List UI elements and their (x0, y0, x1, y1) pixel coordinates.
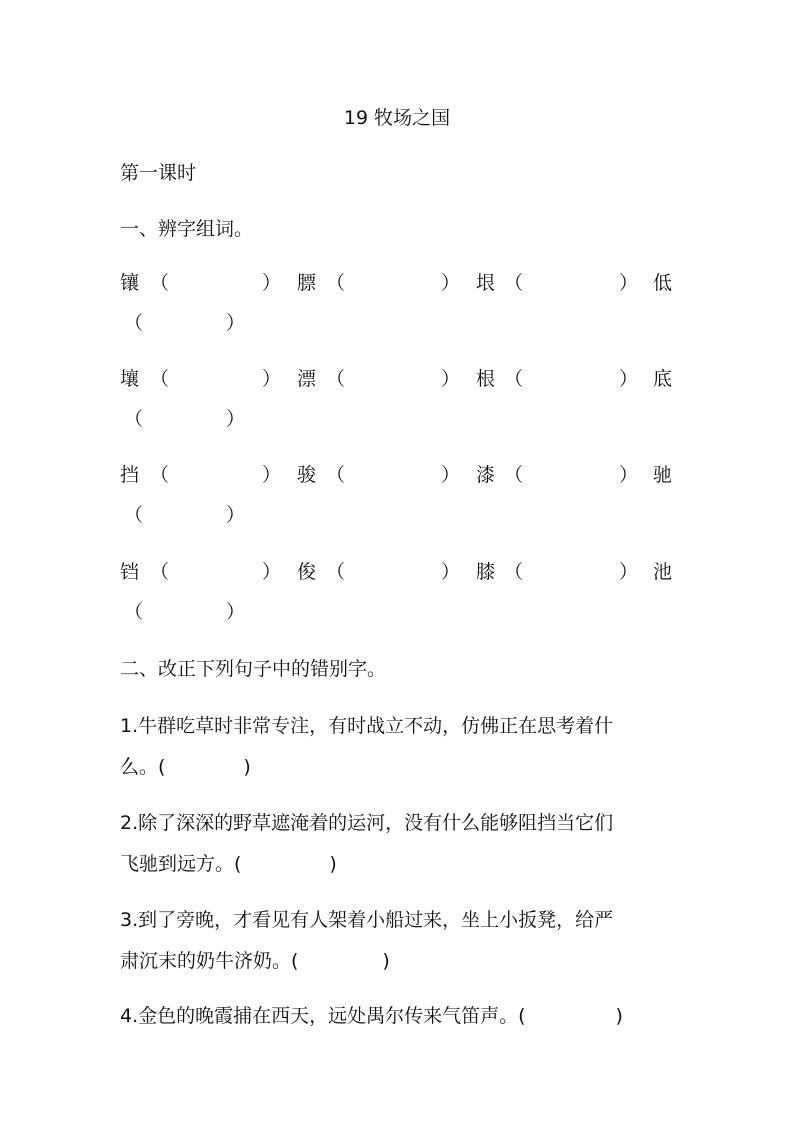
open-paren: （ (504, 368, 524, 390)
sentence-3-line2 (120, 946, 675, 976)
close-paren: ) (615, 1005, 623, 1027)
answer-blank[interactable] (170, 460, 258, 490)
sentence-1-line2 (120, 752, 675, 782)
answer-blank[interactable] (524, 460, 615, 490)
close-paren: ） (226, 504, 246, 526)
answer-blank[interactable] (146, 308, 222, 338)
char-4-2: 俊 (297, 561, 317, 583)
close-paren: ） (619, 368, 639, 390)
open-paren: （ (124, 408, 144, 430)
open-paren: （ (326, 464, 346, 486)
close-paren: ） (441, 561, 461, 583)
char-2-1: 壤 (120, 368, 140, 390)
answer-blank[interactable] (524, 557, 615, 587)
char-2-2: 漂 (297, 368, 317, 390)
open-paren: （ (150, 368, 170, 390)
section2-heading: 二、改正下列句子中的错别字。 (120, 658, 387, 680)
answer-blank[interactable] (524, 268, 615, 298)
open-paren: （ (504, 561, 524, 583)
sentence-1-line1: 1.牛群吃草时非常专注，有时战立不动，仿佛正在思考着什 (120, 715, 614, 737)
close-paren: ) (243, 756, 251, 778)
char-3-4: 驰 (653, 464, 673, 486)
close-paren: ） (262, 561, 282, 583)
open-paren: （ (504, 464, 524, 486)
open-paren: （ (150, 561, 170, 583)
open-paren: （ (150, 272, 170, 294)
sentence-1-tail: 么。( (120, 756, 166, 778)
section1-heading: 一、辨字组词。 (120, 218, 254, 240)
answer-blank[interactable] (346, 364, 437, 394)
close-paren: ） (262, 464, 282, 486)
open-paren: （ (124, 601, 144, 623)
close-paren: ） (619, 561, 639, 583)
page-title: 19 牧场之国 (343, 107, 451, 129)
sentence-4-line1 (120, 1001, 675, 1031)
char-2-3: 根 (476, 368, 496, 390)
close-paren: ） (441, 272, 461, 294)
close-paren: ） (226, 601, 246, 623)
sentence-3-line1: 3.到了旁晚，才看见有人架着小船过来，坐上小扳凳，给严 (120, 909, 614, 931)
answer-blank[interactable] (346, 460, 437, 490)
char-4-4: 池 (653, 561, 673, 583)
char-4-3: 膝 (476, 561, 496, 583)
open-paren: （ (150, 464, 170, 486)
open-paren: （ (504, 272, 524, 294)
char-1-1: 镶 (120, 272, 140, 294)
answer-blank[interactable] (146, 597, 222, 627)
answer-blank[interactable] (146, 404, 222, 434)
answer-blank[interactable] (346, 557, 437, 587)
char-4-1: 铛 (120, 561, 140, 583)
answer-blank[interactable] (170, 268, 258, 298)
sentence-2-tail: 飞驰到远方。( (120, 853, 242, 875)
close-paren: ） (619, 464, 639, 486)
answer-blank[interactable] (146, 500, 222, 530)
sentence-3-tail: 肃沉末的奶牛济奶。( (120, 950, 299, 972)
answer-blank[interactable] (170, 557, 258, 587)
lesson-label: 第一课时 (120, 162, 197, 184)
close-paren: ） (441, 464, 461, 486)
open-paren: （ (124, 312, 144, 334)
close-paren: ） (226, 408, 246, 430)
char-1-2: 膘 (297, 272, 317, 294)
close-paren: ） (262, 368, 282, 390)
char-1-3: 垠 (476, 272, 496, 294)
close-paren: ） (619, 272, 639, 294)
open-paren: （ (326, 561, 346, 583)
open-paren: （ (326, 368, 346, 390)
close-paren: ) (329, 853, 337, 875)
char-2-4: 底 (653, 368, 673, 390)
open-paren: （ (124, 504, 144, 526)
open-paren: （ (326, 272, 346, 294)
close-paren: ） (262, 272, 282, 294)
close-paren: ） (441, 368, 461, 390)
char-3-2: 骏 (297, 464, 317, 486)
sentence-2-line2 (120, 849, 675, 879)
answer-blank[interactable] (346, 268, 437, 298)
answer-blank[interactable] (170, 364, 258, 394)
close-paren: ） (226, 312, 246, 334)
close-paren: ) (382, 950, 390, 972)
char-3-3: 漆 (476, 464, 496, 486)
sentence-2-line1: 2.除了深深的野草遮淹着的运河，没有什么能够阻挡当它们 (120, 812, 614, 834)
sentence-4-text: 4.金色的晚霞捕在西天，远处禺尔传来气笛声。( (120, 1005, 526, 1027)
char-1-4: 低 (653, 272, 673, 294)
answer-blank[interactable] (524, 364, 615, 394)
char-3-1: 挡 (120, 464, 140, 486)
